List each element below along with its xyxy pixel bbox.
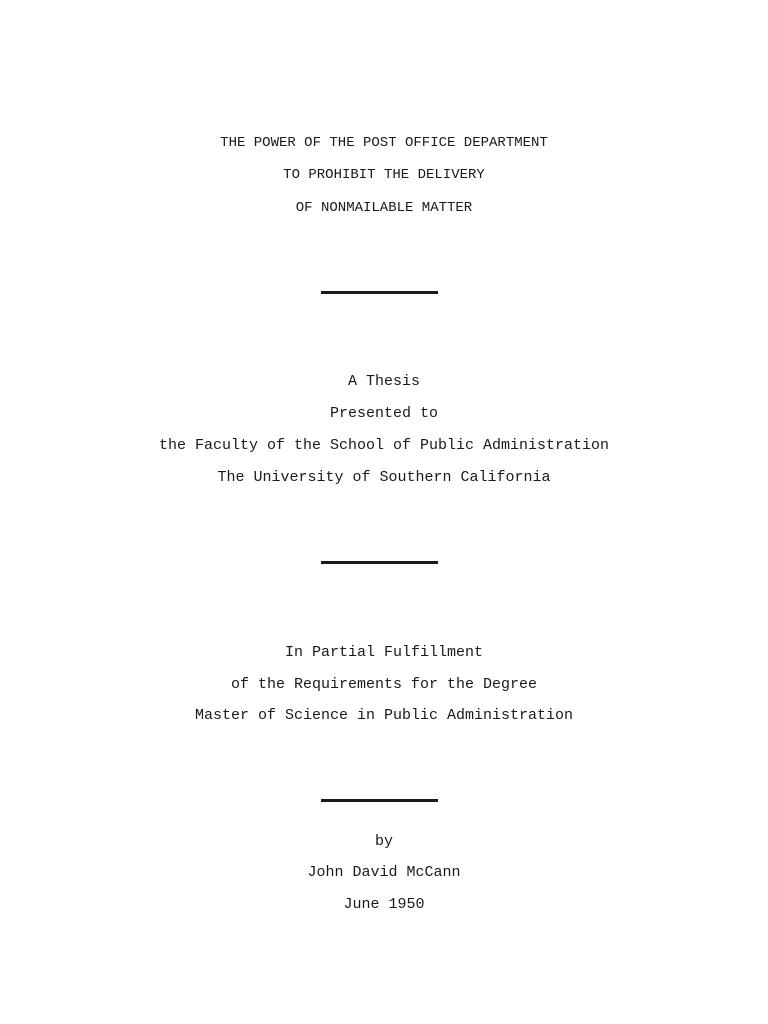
thesis-label: A Thesis [347, 373, 420, 390]
submission-date: June 1950 [343, 896, 425, 913]
section-divider-3 [321, 799, 438, 802]
author-name: John David McCann [307, 864, 461, 881]
section-divider-2 [321, 561, 438, 564]
university-name: The University of Southern California [217, 469, 551, 486]
faculty-line: the Faculty of the School of Public Administration [158, 437, 610, 454]
title-line-3: OF NONMAILABLE MATTER [295, 200, 473, 216]
presented-to: Presented to [329, 405, 439, 422]
fulfillment-line-1: In Partial Fulfillment [284, 644, 484, 661]
fulfillment-line-2: of the Requirements for the Degree [230, 676, 538, 693]
degree-name: Master of Science in Public Administration [194, 707, 574, 724]
by-label: by [374, 833, 393, 850]
section-divider-1 [321, 291, 438, 294]
title-line-1: THE POWER OF THE POST OFFICE DEPARTMENT [220, 135, 548, 151]
title-line-2: TO PROHIBIT THE DELIVERY [283, 167, 485, 183]
